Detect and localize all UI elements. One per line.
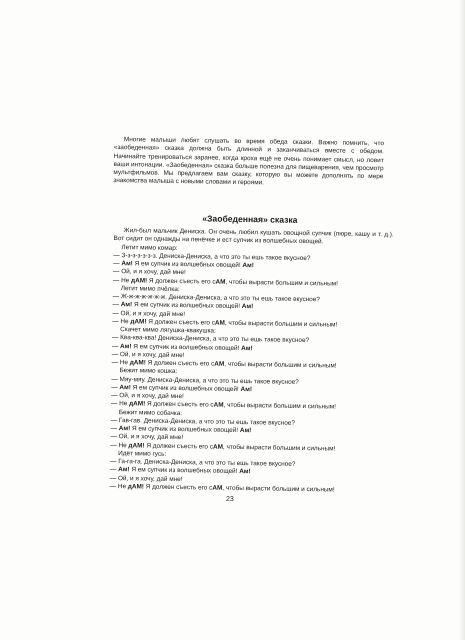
episode-intro: Бежит мимо кошка: (119, 367, 178, 376)
episode-answer: — Ам! Я ем супчик из волшебных овощей! Ам! (112, 301, 254, 311)
story-episode (112, 285, 393, 331)
refusal-pre: — Не (112, 317, 131, 326)
refusal-mid: Я должен съесть его с (145, 400, 214, 409)
story-episode (110, 450, 391, 496)
episode-intro: Летит мимо комар: (121, 243, 178, 252)
am-word: Ам! (118, 425, 131, 433)
story-title: «Заобеденная» сказка (202, 213, 298, 225)
refusal-dam: дАМ! (127, 483, 144, 491)
story-section (110, 212, 394, 495)
refusal-mid: Я должен съесть его с (146, 318, 215, 327)
am-word-end: Ам! (239, 344, 253, 352)
refusal-post: , чтобы вырасти большим и сильным! (224, 360, 337, 370)
episode-plea: — Ой, и я хочу, дай мне! (111, 391, 184, 401)
page-number: 23 (225, 495, 234, 504)
episode-call: — Га-га-га. Дениска-Дениска, а что это ты ешь такое вкусное? (110, 457, 296, 468)
refusal-mid: Я должен съесть его с (145, 359, 215, 368)
episode-plea: — Ой, и я хочу, дай мне! (109, 474, 183, 483)
refusal-pre: — Не (110, 441, 129, 449)
episode-answer: — Ам! Я ем супчик из волшебных овощей! Ам! (113, 259, 254, 270)
episode-plea: — Ой, и я хочу, дай мне! (112, 309, 186, 318)
am-word: Ам! (120, 342, 132, 350)
episode-intro: Бежит мимо собачка: (118, 408, 183, 417)
refusal-am: АМ (214, 360, 225, 368)
am-word-end: Ам! (237, 468, 251, 476)
refusal-dam: дАМ! (129, 359, 146, 367)
episode-plea: — Ой, и я хочу, дай мне! (110, 433, 184, 442)
refusal-dam: дАМ! (129, 400, 146, 408)
answer-text: Я ем супчик из волшебных овощей! (131, 342, 240, 352)
refusal-dam: дАМ! (130, 276, 148, 285)
episode-intro: Летит мимо пчёлка: (120, 284, 180, 293)
answer-text: Я ем супчик из волшебных овощей! (132, 260, 241, 269)
am-word-end: Ам! (239, 303, 254, 311)
story-episode (112, 326, 393, 372)
episodes-list (110, 243, 394, 495)
intro-paragraph (113, 136, 384, 190)
episode-call: — Мяу-мяу. Дениска-Дениска, а что это ты ешь такое вкусное? (111, 375, 299, 386)
am-word: Ам! (118, 466, 130, 474)
refusal-dam: дАМ! (128, 441, 145, 450)
refusal-post: , чтобы вырасти большим и сильным! (223, 401, 336, 411)
story-episode (113, 243, 394, 289)
refusal-am: АМ (212, 484, 223, 492)
episode-intro: Идёт мимо гусь: (118, 449, 167, 458)
answer-text: Я ем супчик из волшебных овощей! (130, 384, 239, 393)
answer-text: Я ем супчик из волшебных овощей! (130, 425, 239, 434)
am-word-end: Ам! (238, 426, 252, 435)
refusal-am: АМ (213, 401, 224, 409)
refusal-post: , чтобы вырасти большим и сильным! (222, 484, 335, 494)
answer-text: Я ем супчик из волшебных овощей! (129, 466, 238, 476)
episode-intro: Скачет мимо лягушка-квакушка: (120, 326, 216, 335)
am-word-end: Ам! (238, 385, 253, 393)
episode-plea: — Ой, и я хочу, дай мне! (111, 350, 185, 359)
story-opening: Жил-был мальчик Дениска. Он очень любил кушать овощной супчик (пюре, кашу и т. д.). Вот сидит он однажды на пенёчке и ест супчик из волшебных овощей. (113, 227, 394, 246)
story-episode (110, 408, 391, 454)
refusal-am: АМ (214, 319, 225, 327)
episode-answer: — Ам! Я ем супчик из волшебных овощей! Ам! (110, 424, 252, 435)
am-word: Ам! (120, 301, 133, 309)
refusal-am: АМ (215, 278, 226, 286)
refusal-mid: Я должен съесть его с (144, 442, 214, 451)
refusal-post: , чтобы вырасти большим и сильным! (222, 443, 336, 453)
refusal-am: АМ (212, 443, 224, 451)
answer-text: Я ем супчик из волшебных овощей! (132, 301, 241, 311)
episode-call: — Гав-гав. Дениска-Дениска, а что это ты ешь такое вкусное? (110, 416, 295, 427)
episode-call: — Ква-ква-ква! Дениска-Дениска, а что это ты ешь такое вкусное? (111, 334, 310, 345)
refusal-pre: — Не (109, 482, 128, 491)
am-word-end: Ам! (240, 261, 254, 270)
episode-call: — Ж-ж-ж-ж-ж-ж-ж. Дениска-Дениска, а что это ты ешь такое вкусное? (112, 292, 320, 304)
intro-text: Многие малыши любят слушать во время обеда сказки. Важно помнить, что «зaобеденная» сказка должна быть длинной и заканчиваться вместе с обедом. Начинайте тренироваться заранее, когда кроха ещё не очень понимает смысл, но ловит ваши интонации. «Заобеденная» сказка больше полезна для пищеварения, чем просмотр мультфильмов. Мы предлагаем вам сказку, которую вы можете дополнять по мере знакомства малыша с новыми словами и героями. (113, 136, 384, 187)
episode-plea: — Ой, и я хочу, дай мне! (113, 268, 186, 277)
episode-answer: — Ам! Я ем супчик из волшебных овощей! Ам! (111, 383, 253, 393)
refusal-dam: дАМ! (130, 318, 147, 326)
story-episode (111, 367, 392, 413)
refusal-post: , чтобы вырасти большим и сильным! (225, 278, 338, 288)
am-word: Ам! (121, 260, 133, 268)
episode-answer: — Ам! Я ем супчик из волшебных овощей! Ам! (111, 342, 253, 352)
refusal-pre: — Не (110, 400, 130, 408)
refusal-mid: Я должен съесть его с (147, 277, 216, 286)
story-body (110, 227, 394, 495)
episode-answer: — Ам! Я ем супчик из волшебных овощей! Ам! (109, 466, 251, 476)
refusal-mid: Я должен съесть его с (143, 483, 213, 492)
am-word: Ам! (119, 383, 131, 392)
refusal-post: , чтобы вырасти большим и сильным! (224, 319, 338, 329)
refusal-pre: — Не (111, 358, 130, 367)
scan-shadow (459, 0, 465, 640)
episode-call: — З-з-з-з-з-з-з. Дениска-Дениска, а что это ты ешь такое вкусное? (113, 251, 311, 262)
refusal-pre: — Не (112, 276, 132, 284)
